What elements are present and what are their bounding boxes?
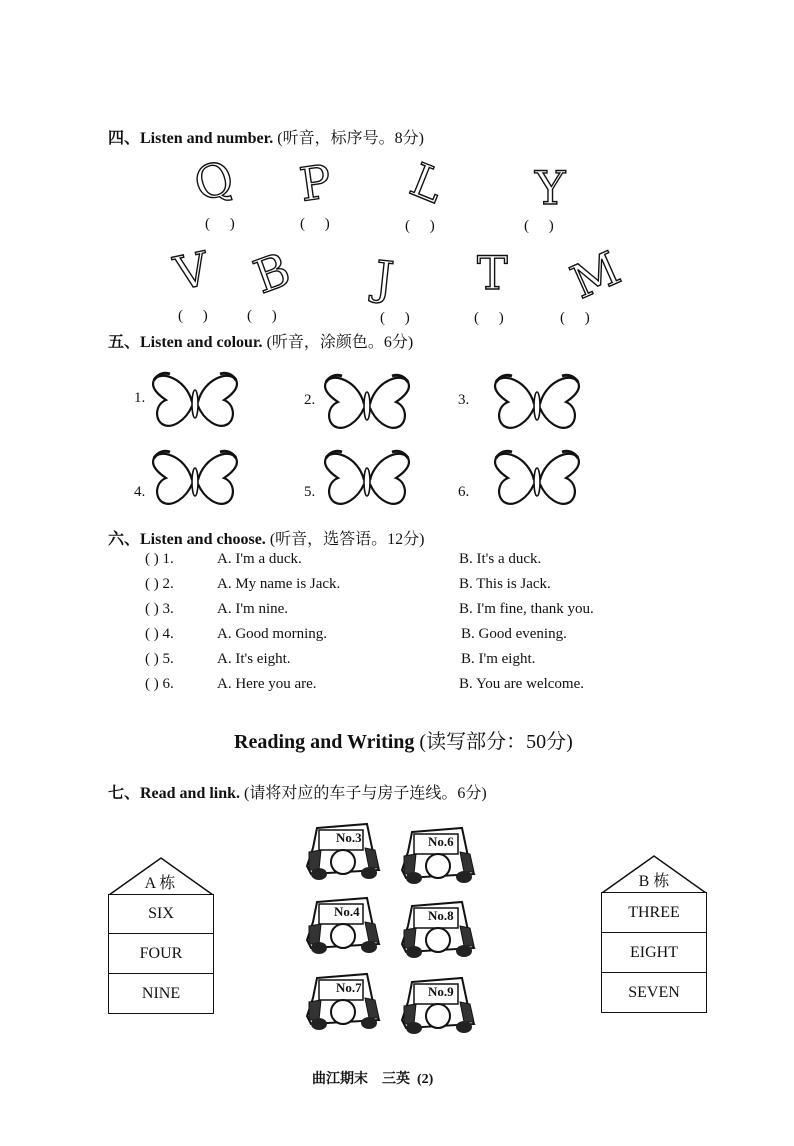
house-a-item[interactable]: SIX xyxy=(108,894,214,934)
section7-title: 七、Read and link. (请将对应的车子与房子连线。6分) xyxy=(108,785,487,802)
answer-paren[interactable]: ( ) xyxy=(474,310,512,326)
butterfly-label: 5. xyxy=(304,484,316,500)
option-b: B. This is Jack. xyxy=(459,576,551,592)
butterfly-label: 1. xyxy=(134,390,146,406)
answer-paren[interactable]: ( ) xyxy=(560,310,598,326)
house-a-label: A 栋 xyxy=(144,875,176,892)
option-a: A. My name is Jack. xyxy=(217,576,341,592)
option-a: A. I'm nine. xyxy=(217,601,289,617)
option-b: B. Good evening. xyxy=(461,626,567,642)
answer-paren[interactable]: ( ) xyxy=(205,216,243,232)
question-number[interactable]: ( ) 5. xyxy=(145,651,174,667)
option-a: A. Here you are. xyxy=(217,676,317,692)
butterfly-label: 3. xyxy=(458,392,470,408)
butterfly-icon[interactable] xyxy=(322,448,414,512)
option-b: B. You are welcome. xyxy=(459,676,584,692)
answer-paren[interactable]: ( ) xyxy=(300,216,338,232)
section5-title: 五、Listen and colour. (听音，涂颜色。6分) xyxy=(108,334,414,351)
question-number[interactable]: ( ) 1. xyxy=(145,551,174,567)
section6-title: 六、Listen and choose. (听音，选答语。12分) xyxy=(108,531,425,548)
car-label: No.9 xyxy=(428,984,454,999)
house-b-item[interactable]: EIGHT xyxy=(601,932,707,973)
butterfly-label: 4. xyxy=(134,484,146,500)
answer-paren[interactable]: ( ) xyxy=(247,308,285,324)
letter-t: T xyxy=(477,246,508,300)
letter-q: Q xyxy=(187,149,241,213)
butterfly-icon[interactable] xyxy=(492,372,584,436)
letter-j: J xyxy=(372,250,397,306)
letter-v: V xyxy=(169,241,214,301)
answer-paren[interactable]: ( ) xyxy=(405,218,443,234)
answer-paren[interactable]: ( ) xyxy=(524,218,562,234)
butterfly-label: 2. xyxy=(304,392,316,408)
option-a: A. I'm a duck. xyxy=(217,551,302,567)
car-label: No.6 xyxy=(428,834,454,849)
car-label: No.8 xyxy=(428,908,454,923)
option-b: B. It's a duck. xyxy=(459,551,542,567)
option-a: A. Good morning. xyxy=(217,626,327,642)
butterfly-icon[interactable] xyxy=(150,448,242,512)
letter-m: M xyxy=(563,240,629,310)
option-a: A. It's eight. xyxy=(217,651,291,667)
question-number[interactable]: ( ) 2. xyxy=(145,576,174,592)
page-footer: 曲江期末 三英 (2) xyxy=(312,1072,434,1087)
answer-paren[interactable]: ( ) xyxy=(178,308,216,324)
question-number[interactable]: ( ) 3. xyxy=(145,601,174,617)
question-number[interactable]: ( ) 4. xyxy=(145,626,174,642)
house-a-item[interactable]: FOUR xyxy=(108,933,214,974)
house-b-item[interactable]: THREE xyxy=(601,892,707,933)
section4-title: 四、Listen and number. (听音，标序号。8分) xyxy=(108,130,424,147)
letter-l: L xyxy=(402,152,452,214)
car-label: No.3 xyxy=(336,830,362,845)
car-label: No.7 xyxy=(336,980,362,995)
option-b: B. I'm eight. xyxy=(461,651,536,667)
car-label: No.4 xyxy=(334,904,360,919)
option-b: B. I'm fine, thank you. xyxy=(459,601,594,617)
house-b-item[interactable]: SEVEN xyxy=(601,972,707,1013)
question-number[interactable]: ( ) 6. xyxy=(145,676,174,692)
butterfly-icon[interactable] xyxy=(322,372,414,436)
butterfly-label: 6. xyxy=(458,484,470,500)
butterfly-icon[interactable] xyxy=(492,448,584,512)
house-b-label: B 栋 xyxy=(638,873,670,890)
reading-writing-heading: Reading and Writing (读写部分：50分) xyxy=(234,731,573,753)
butterfly-icon[interactable] xyxy=(150,370,242,434)
letter-y: Y xyxy=(535,161,566,215)
letter-b: B xyxy=(246,241,298,305)
house-a-item[interactable]: NINE xyxy=(108,973,214,1014)
letter-p: P xyxy=(296,154,335,212)
answer-paren[interactable]: ( ) xyxy=(380,310,418,326)
